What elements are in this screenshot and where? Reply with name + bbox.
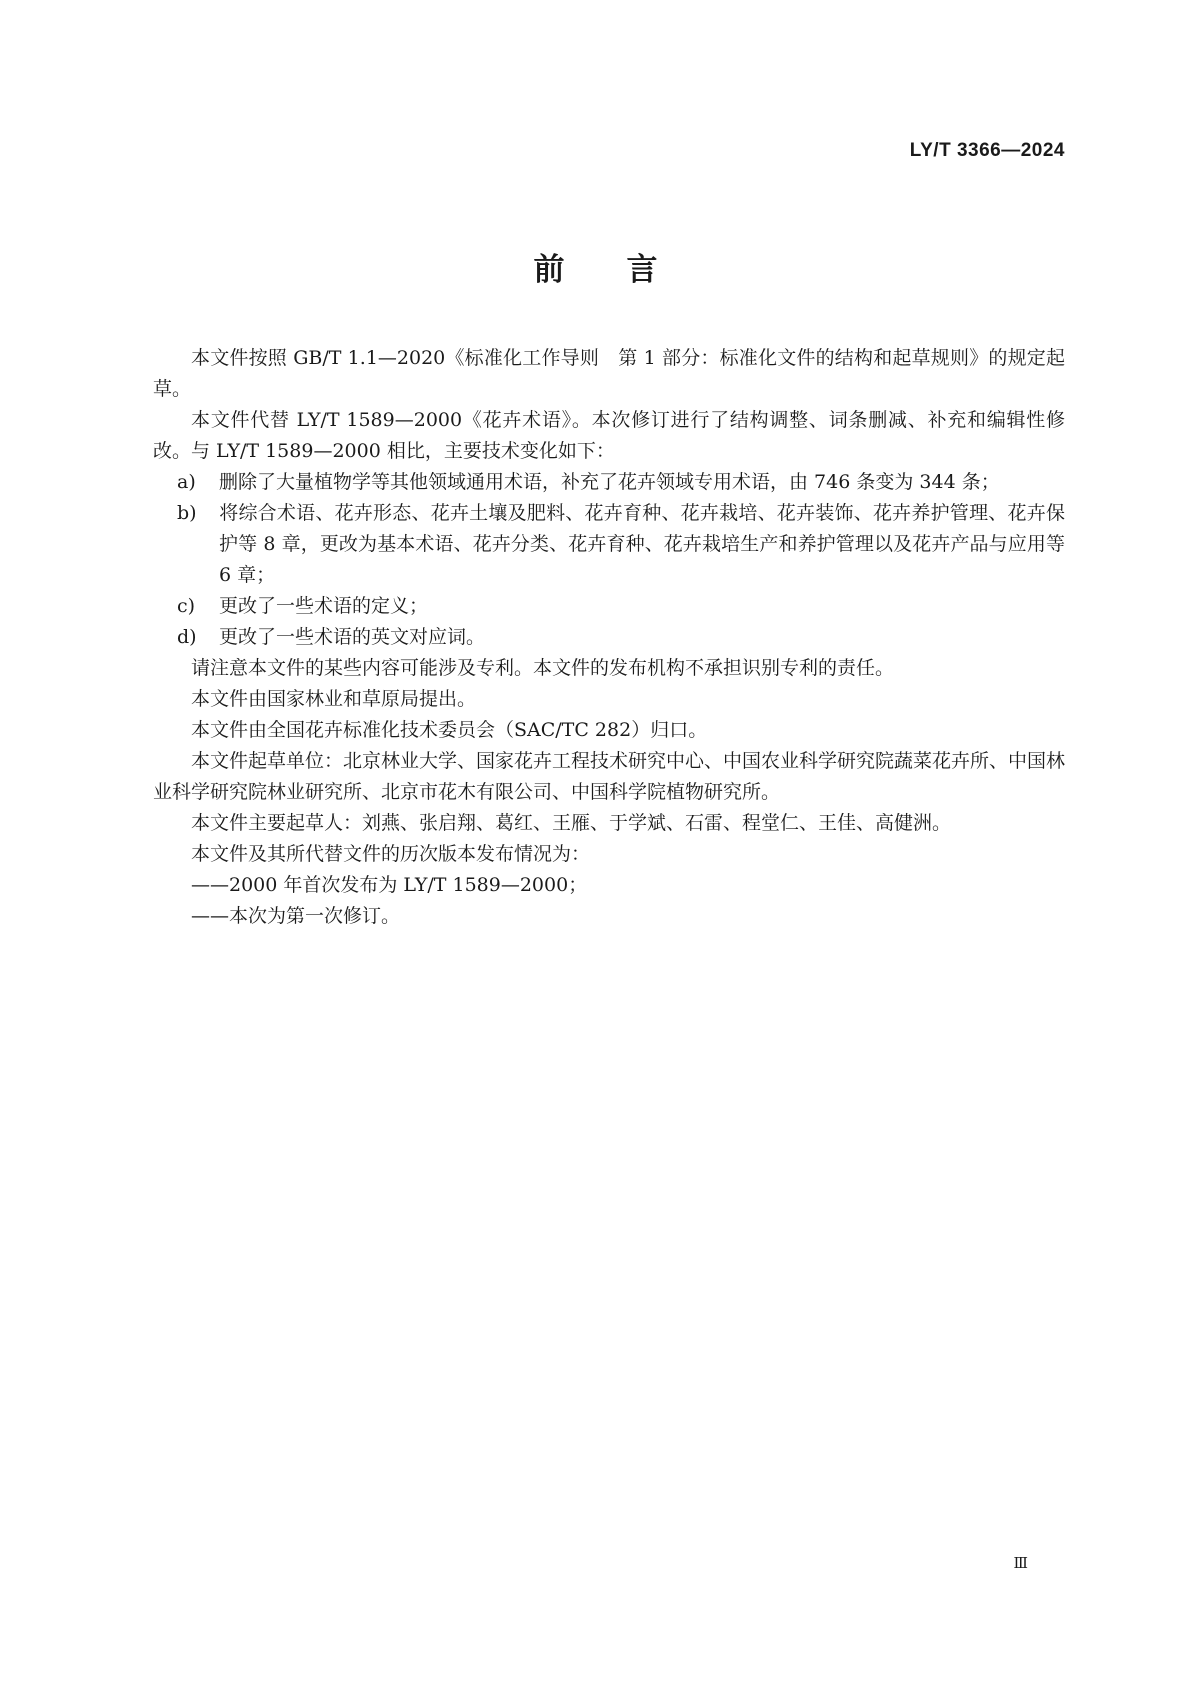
page-title: 前言 <box>533 252 720 288</box>
list-marker: b) <box>177 502 197 524</box>
list-item <box>153 498 1065 591</box>
paragraph-drafters: 本文件主要起草人：刘燕、张启翔、葛红、王雁、于学斌、石雷、程堂仁、王佳、高健洲。 <box>191 812 952 834</box>
list-item-text: 删除了大量植物学等其他领域通用术语，补充了花卉领域专用术语，由 746 条变为 344 条； <box>219 471 1000 493</box>
page-number: Ⅲ <box>1013 1554 1028 1572</box>
list-item-text: 更改了一些术语的英文对应词。 <box>219 626 486 648</box>
list-item <box>153 622 1065 653</box>
paragraph-patent-notice: 请注意本文件的某些内容可能涉及专利。本文件的发布机构不承担识别专利的责任。 <box>191 657 895 679</box>
paragraph-drafting-units: 本文件起草单位：北京林业大学、国家花卉工程技术研究中心、中国农业科学研究院蔬菜花卉所、中国林业科学研究院林业研究所、北京市花木有限公司、中国科学院植物研究所。 <box>153 750 1066 803</box>
paragraph-committee: 本文件由全国花卉标准化技术委员会（SAC/TC 282）归口。 <box>191 719 708 741</box>
list-marker: d) <box>177 626 197 648</box>
history-item: ——本次为第一次修订。 <box>191 905 401 927</box>
paragraph-history-intro: 本文件及其所代替文件的历次版本发布情况为： <box>191 843 591 865</box>
history-item: ——2000 年首次发布为 LY/T 1589—2000； <box>191 874 588 896</box>
paragraph-replacement: 本文件代替 LY/T 1589—2000《花卉术语》。本次修订进行了结构调整、词条删减、补充和编辑性修改。与 LY/T 1589—2000 相比，主要技术变化如下： <box>153 409 1065 462</box>
foreword-body <box>153 343 1065 932</box>
list-item <box>153 591 1065 622</box>
list-item-text: 将综合术语、花卉形态、花卉土壤及肥料、花卉育种、花卉栽培、花卉装饰、花卉养护管理、花卉保护等 8 章，更改为基本术语、花卉分类、花卉育种、花卉栽培生产和养护管理以及花卉产品与应用等 6 章； <box>219 502 1065 586</box>
list-marker: a) <box>177 471 196 493</box>
paragraph-drafting-rules: 本文件按照 GB/T 1.1—2020《标准化工作导则 第 1 部分：标准化文件的结构和起草规则》的规定起草。 <box>153 347 1065 400</box>
list-item <box>153 467 1065 498</box>
list-marker: c) <box>177 595 196 617</box>
paragraph-proposer: 本文件由国家林业和草原局提出。 <box>191 688 477 710</box>
list-item-text: 更改了一些术语的定义； <box>219 595 429 617</box>
document-code: LY/T 3366—2024 <box>909 140 1065 161</box>
